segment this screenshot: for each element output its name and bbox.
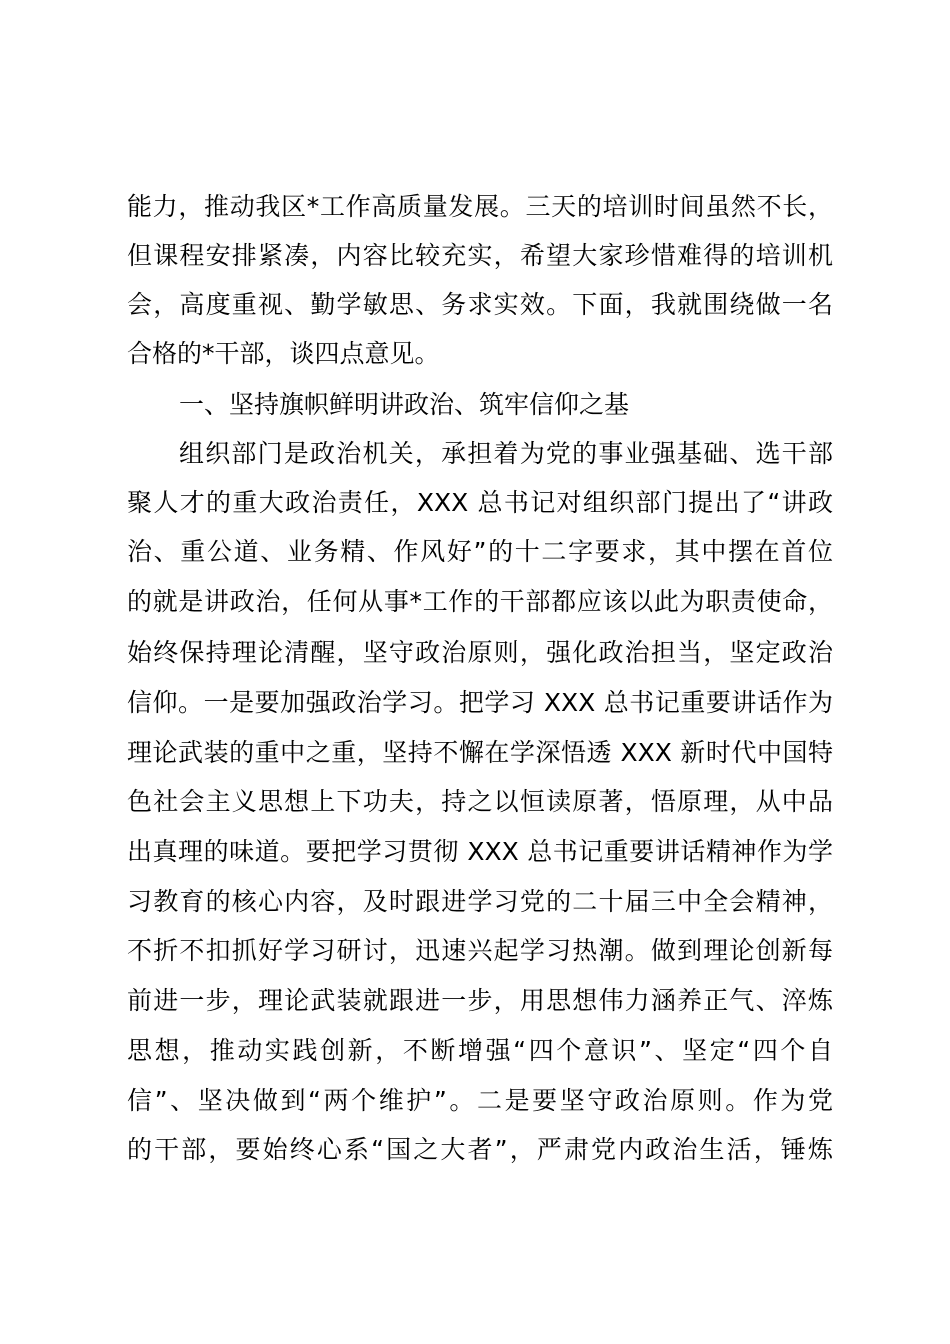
- text-line-7: 聚人才的重大政治责任，XXX 总书记对组织部门提出了“讲政: [127, 488, 833, 517]
- text-line-6: 组织部门是政治机关，承担着为党的事业强基础、选干部: [179, 439, 833, 468]
- text-line-16: 不折不扣抓好学习研讨，迅速兴起学习热潮。做到理论创新每: [127, 936, 833, 965]
- text-line-18: 思想，推动实践创新，不断增强“四个意识”、坚定“四个自: [127, 1036, 833, 1065]
- text-line-2: 但课程安排紧凑，内容比较充实，希望大家珍惜难得的培训机: [127, 241, 833, 270]
- section-heading: 一、坚持旗帜鲜明讲政治、筑牢信仰之基: [179, 390, 630, 419]
- text-line-1: 能力，推动我区*工作高质量发展。三天的培训时间虽然不长，: [127, 192, 833, 221]
- text-line-15: 习教育的核心内容，及时跟进学习党的二十届三中全会精神，: [127, 887, 833, 916]
- text-line-20: 的干部，要始终心系“国之大者”，严肃党内政治生活，锤炼: [127, 1135, 833, 1164]
- text-line-19: 信”、坚决做到“两个维护”。二是要坚守政治原则。作为党: [127, 1086, 833, 1115]
- text-line-17: 前进一步，理论武装就跟进一步，用思想伟力涵养正气、淬炼: [127, 986, 833, 1015]
- text-line-8: 治、重公道、业务精、作风好”的十二字要求，其中摆在首位: [127, 537, 833, 566]
- text-line-9: 的就是讲政治，任何从事*工作的干部都应该以此为职责使命，: [127, 587, 833, 616]
- text-line-11: 信仰。一是要加强政治学习。把学习 XXX 总书记重要讲话作为: [127, 688, 833, 717]
- text-line-3: 会，高度重视、勤学敏思、务求实效。下面，我就围绕做一名: [127, 290, 833, 319]
- text-line-12: 理论武装的重中之重，坚持不懈在学深悟透 XXX 新时代中国特: [127, 738, 833, 767]
- text-line-4: 合格的*干部，谈四点意见。: [127, 339, 440, 368]
- text-line-13: 色社会主义思想上下功夫，持之以恒读原著，悟原理，从中品: [127, 787, 833, 816]
- text-line-10: 始终保持理论清醒，坚守政治原则，强化政治担当，坚定政治: [127, 638, 833, 667]
- text-line-14: 出真理的味道。要把学习贯彻 XXX 总书记重要讲话精神作为学: [127, 837, 833, 866]
